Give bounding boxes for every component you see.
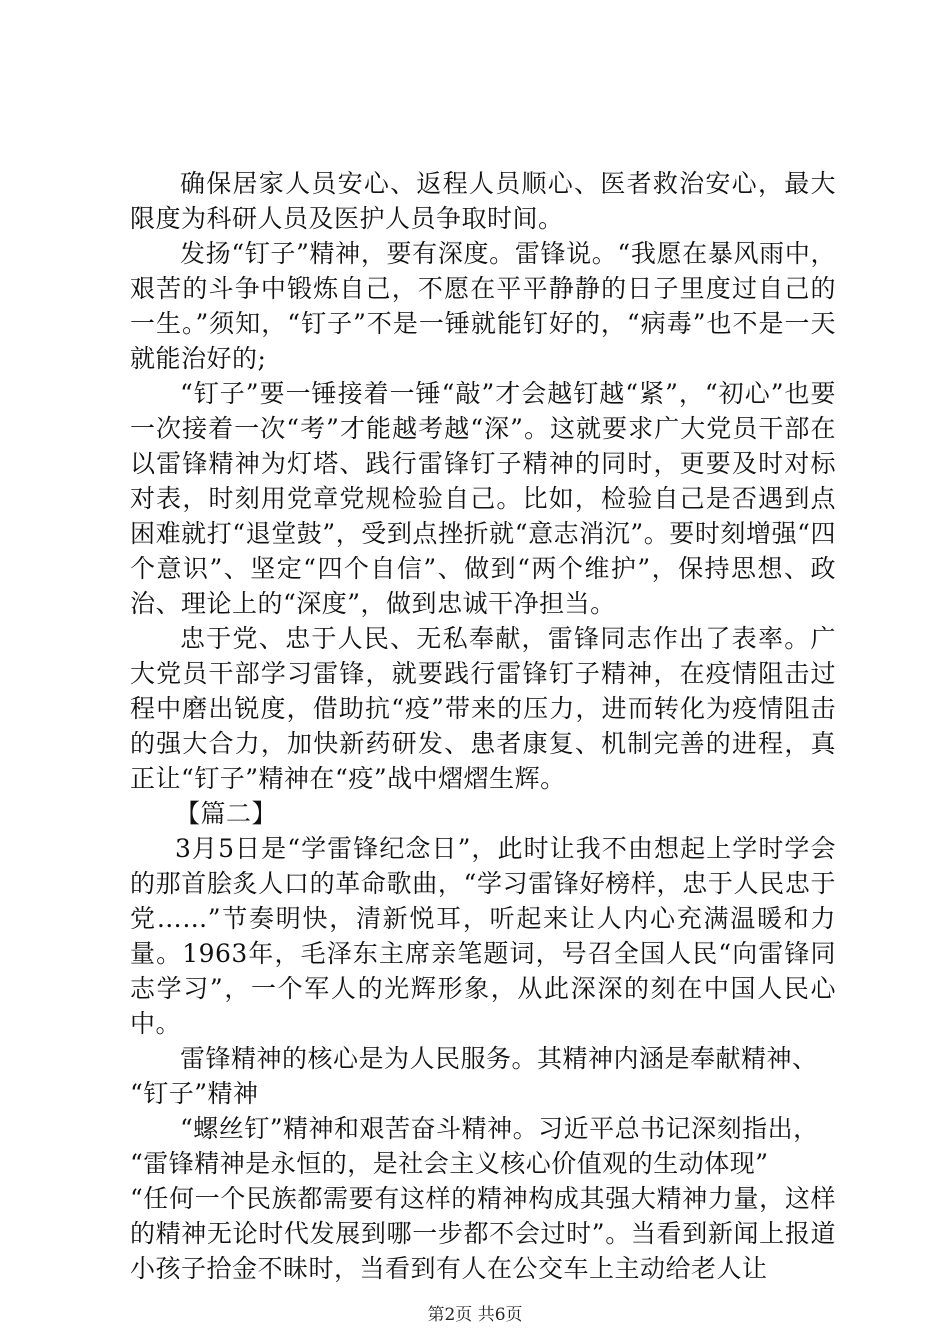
- paragraph-8: “螺丝钉”精神和艰苦奋斗精神。习近平总书记深刻指出，: [180, 1114, 819, 1143]
- paragraph-1: 确保居家人员安心、返程人员顺心、医者救治安心，最大限度为科研人员及医护人员争取时间。: [130, 169, 836, 233]
- paragraph-9: “雷锋精神是永恒的，是社会主义核心价值观的生动体现”: [130, 1149, 769, 1178]
- paragraph-7: “钉子”精神: [130, 1079, 259, 1108]
- page-footer: 第2页 共6页: [427, 1305, 523, 1325]
- paragraph-5: 3月5日是“学雷锋纪念日”，此时让我不由想起上学时学会的那首脍炙人口的革命歌曲，“学习雷锋好榜样，忠于人民忠于党……”节奏明快，清新悦耳，听起来让人内心充满温暖和力量。1963年，毛泽东主席亲笔题词，号召全国人民“向雷锋同志学习”，一个军人的光辉形象，从此深深的刻在中国人民心中。: [130, 834, 836, 1038]
- paragraph-6: 雷锋精神的核心是为人民服务。其精神内涵是奉献精神、: [180, 1044, 818, 1073]
- document-body: [130, 166, 836, 1286]
- paragraph-4: 忠于党、忠于人民、无私奉献，雷锋同志作出了表率。广大党员干部学习雷锋，就要践行雷锋钉子精神，在疫情阻击过程中磨出锐度，借助抗“疫”带来的压力，进而转化为疫情阻击的强大合力，加快新药研发、患者康复、机制完善的进程，真正让“钉子”精神在“疫”战中熠熠生辉。: [130, 624, 836, 793]
- paragraph-3: “钉子”要一锤接着一锤“敲”才会越钉越“紧”，“初心”也要一次接着一次“考”才能越考越“深”。这就要求广大党员干部在以雷锋精神为灯塔、践行雷锋钉子精神的同时，更要及时对标对表，时刻用党章党规检验自己。比如，检验自己是否遇到点困难就打“退堂鼓”，受到点挫折就“意志消沉”。要时刻增强“四个意识”、坚定“四个自信”、做到“两个维护”，保持思想、政治、理论上的“深度”，做到忠诚干净担当。: [130, 379, 836, 618]
- section-heading: 【篇二】: [175, 799, 278, 828]
- paragraph-2: 发扬“钉子”精神，要有深度。雷锋说。“我愿在暴风雨中，艰苦的斗争中锻炼自己，不愿在平平静静的日子里度过自己的一生。”须知，“钉子”不是一锤就能钉好的，“病毒”也不是一天就能治好的;: [130, 239, 836, 373]
- paragraph-10: “任何一个民族都需要有这样的精神构成其强大精神力量，这样的精神无论时代发展到哪一步都不会过时”。当看到新闻上报道小孩子拾金不昧时，当看到有人在公交车上主动给老人让: [130, 1184, 836, 1283]
